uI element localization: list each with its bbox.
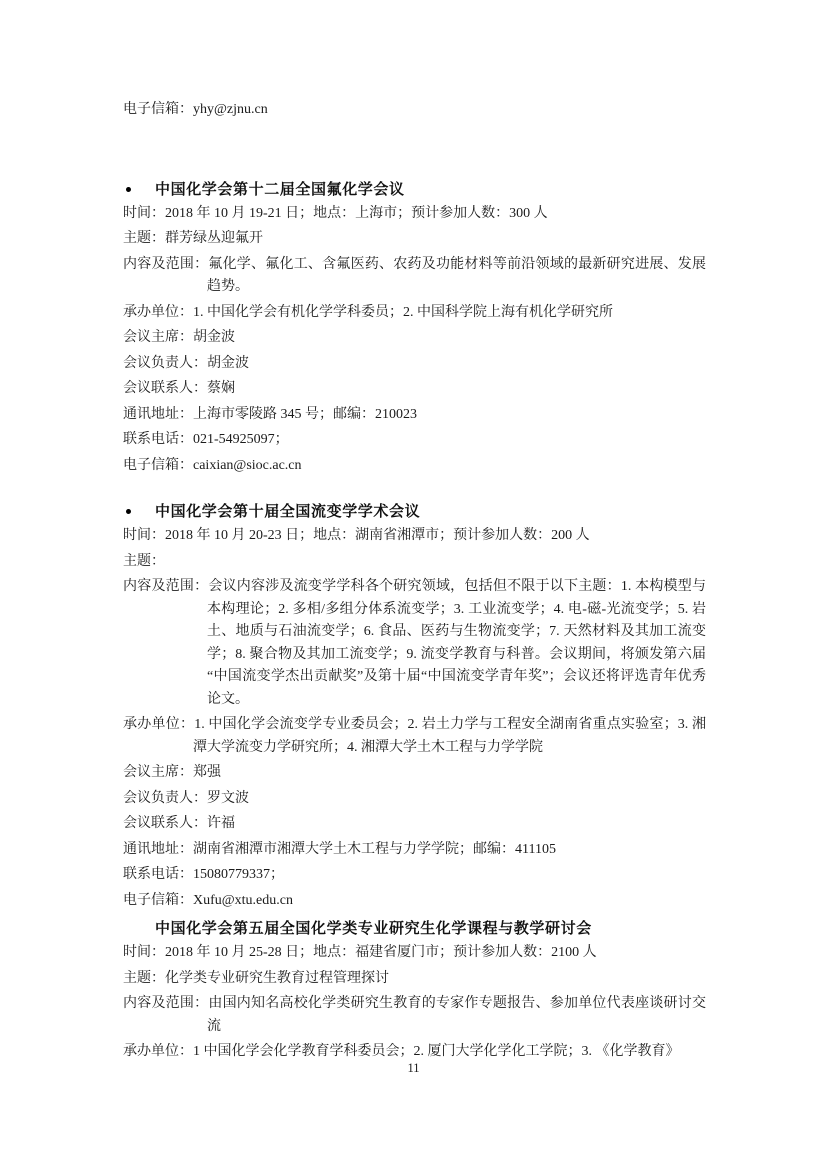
field-email — [123, 455, 706, 478]
field-value: 15080779337； — [193, 867, 284, 882]
field-organizers — [123, 714, 706, 759]
field-scope — [123, 993, 706, 1038]
field-label: 会议联系人： — [123, 381, 207, 396]
field-value: 1 中国化学会化学教育学科委员会；2. 厦门大学化学化工学院；3. 《化学教育》 — [193, 1044, 680, 1059]
conference-title: 中国化学会第十二届全国氟化学会议 — [155, 180, 405, 198]
field-chair — [123, 327, 706, 350]
email-line — [123, 99, 706, 122]
field-label: 会议主席： — [123, 765, 193, 780]
field-scope — [123, 254, 706, 299]
bullet-icon — [123, 501, 155, 514]
field-label: 时间： — [123, 528, 165, 543]
field-email — [123, 890, 706, 913]
field-value: 群芳绿丛迎氟开 — [165, 231, 263, 246]
field-value: 1. 中国化学会有机化学学科委员；2. 中国科学院上海有机化学研究所 — [193, 304, 613, 320]
field-label: 时间： — [123, 205, 165, 221]
field-label: 电子信箱： — [123, 892, 193, 908]
field-value: 1. 中国化学会流变学专业委员会；2. 岩土力学与工程安全湖南省重点实验室；3. 湘潭大学流变力学研究所；4. 湘潭大学土木工程与力学学院 — [193, 717, 707, 755]
field-value: 2018 年 10 月 20-23 日；地点：湖南省湘潭市；预计参加人数：200 人 — [165, 528, 590, 543]
field-label: 会议联系人： — [123, 816, 207, 831]
field-label: 会议主席： — [123, 330, 193, 345]
conference-section — [123, 179, 706, 478]
field-value: 上海市零陵路 345 号；邮编：210023 — [193, 406, 417, 422]
field-contact — [123, 813, 706, 836]
field-value: 胡金波 — [193, 330, 235, 345]
conference-section — [123, 501, 706, 912]
conference-title-row — [123, 179, 706, 200]
bullet-icon — [123, 179, 155, 192]
field-value: 郑强 — [193, 765, 221, 780]
conference-title: 中国化学会第五届全国化学类专业研究生化学课程与教学研讨会 — [155, 920, 592, 937]
field-address — [123, 839, 706, 862]
field-label: 时间： — [123, 945, 165, 960]
email-value: yhy@zjnu.cn — [193, 102, 268, 117]
field-time — [123, 203, 706, 226]
field-label: 内容及范围： — [123, 579, 209, 594]
field-value: 湖南省湘潭市湘潭大学土木工程与力学学院；邮编：411105 — [193, 841, 556, 857]
field-label: 主题： — [123, 970, 165, 986]
field-value: 胡金波 — [207, 355, 249, 371]
field-topic — [123, 551, 706, 574]
field-value: 由国内知名高校化学类研究生教育的专家作专题报告、参加单位代表座谈研讨交流 — [207, 996, 707, 1034]
field-label: 内容及范围： — [123, 996, 209, 1011]
field-phone — [123, 429, 706, 452]
field-topic — [123, 968, 706, 991]
field-label: 通讯地址： — [123, 406, 193, 422]
field-label: 主题： — [123, 231, 165, 246]
field-label: 联系电话： — [123, 867, 193, 882]
field-chair — [123, 762, 706, 785]
field-label: 内容及范围： — [123, 256, 209, 272]
field-value: 021-54925097； — [193, 432, 289, 447]
field-topic — [123, 228, 706, 251]
field-label: 主题： — [123, 553, 165, 569]
field-value: Xufu@xtu.edu.cn — [193, 892, 293, 908]
field-value: 会议内容涉及流变学学科各个研究领域，包括但不限于以下主题：1. 本构模型与本构理论；2. 多相/多组分体系流变学；3. 工业流变学；4. 电-磁-光流变学；5. 岩土、地质与石油流变学；6. 食品、医药与生物流变学；7. 天然材料及其加工流变学；8. 聚合物及其加工流变学；9. 流变学教育与科普。会议期间，将颁发第六届“中国流变学杰出贡献奖”及第十届“中国流变学青年奖”；会议还将评选青年优秀论文。 — [207, 579, 707, 707]
field-value: 2018 年 10 月 19-21 日；地点：上海市；预计参加人数：300 人 — [165, 205, 548, 221]
field-leader — [123, 788, 706, 811]
field-label: 承办单位： — [123, 1044, 193, 1059]
field-value: 许福 — [207, 816, 235, 831]
field-label: 承办单位： — [123, 717, 195, 732]
bullet-dot — [126, 187, 131, 192]
page-number: 11 — [407, 1061, 420, 1075]
field-leader — [123, 353, 706, 376]
conference-list — [123, 179, 706, 1064]
field-label: 联系电话： — [123, 432, 193, 447]
document-content — [123, 96, 706, 1064]
field-value: 蔡娴 — [207, 381, 235, 396]
conference-title-row — [123, 501, 706, 522]
bullet-dot — [126, 509, 131, 514]
field-value: 2018 年 10 月 25-28 日；地点：福建省厦门市；预计参加人数：2100 人 — [165, 945, 597, 960]
field-value: 罗文波 — [207, 790, 249, 806]
field-address — [123, 404, 706, 427]
field-label: 承办单位： — [123, 304, 193, 320]
conference-section — [123, 918, 706, 1064]
field-label: 电子信箱： — [123, 457, 193, 473]
field-label: 通讯地址： — [123, 841, 193, 857]
field-organizers — [123, 302, 706, 325]
field-label: 会议负责人： — [123, 790, 207, 806]
field-value: caixian@sioc.ac.cn — [193, 457, 302, 473]
field-time — [123, 525, 706, 548]
field-phone — [123, 864, 706, 887]
field-value: 氟化学、氟化工、含氟医药、农药及功能材料等前沿领域的最新研究进展、发展趋势。 — [207, 256, 707, 294]
field-label: 电子信箱： — [123, 102, 193, 117]
field-time — [123, 942, 706, 965]
field-value: 化学类专业研究生教育过程管理探讨 — [165, 970, 389, 986]
field-label: 会议负责人： — [123, 355, 207, 371]
field-scope — [123, 576, 706, 711]
conference-title: 中国化学会第十届全国流变学学术会议 — [155, 503, 421, 520]
field-contact — [123, 378, 706, 401]
conference-title-row — [123, 918, 706, 939]
